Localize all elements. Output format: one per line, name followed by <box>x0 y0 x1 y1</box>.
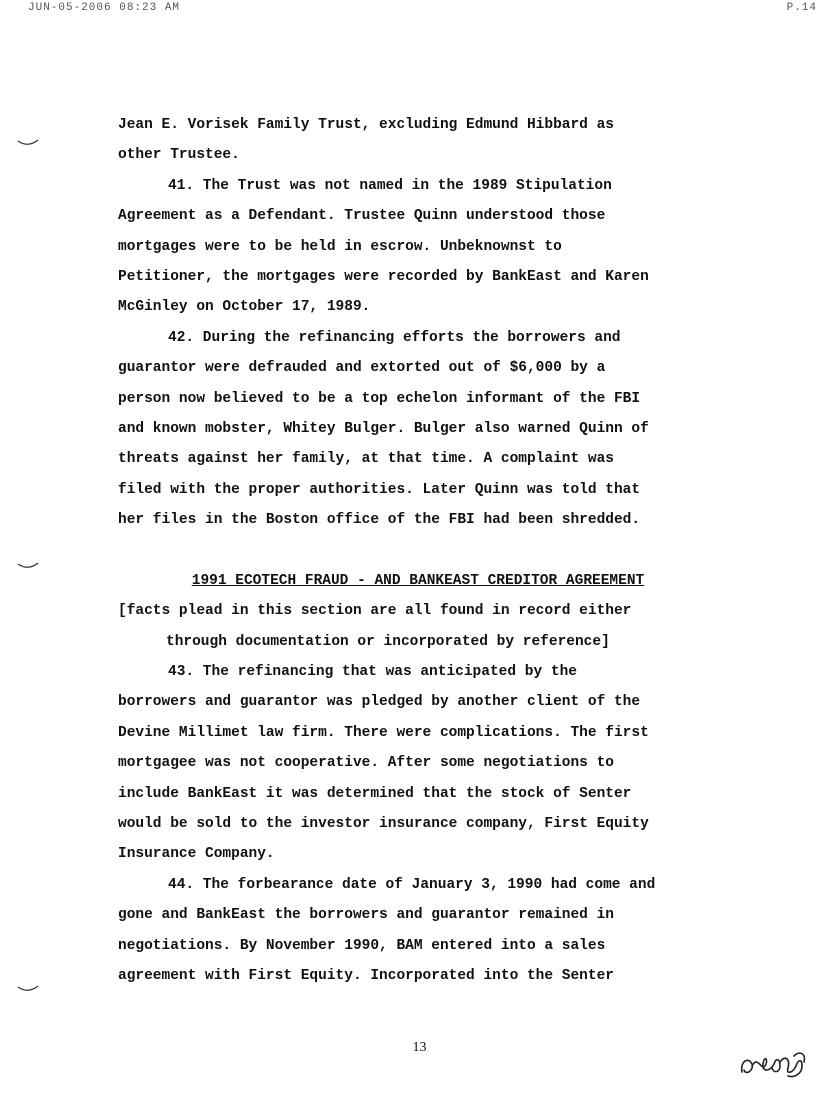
punch-hole-mark-icon <box>16 138 40 148</box>
text-line: mortgages were to be held in escrow. Unbeknownst to <box>118 238 562 255</box>
text-line: Petitioner, the mortgages were recorded by BankEast and Karen <box>118 268 649 285</box>
punch-hole-mark-icon <box>16 984 40 994</box>
fax-header <box>28 2 817 18</box>
text-line: Jean E. Vorisek Family Trust, excluding Edmund Hibbard as <box>118 117 614 133</box>
page-number: 13 <box>412 1040 427 1055</box>
text-line: person now believed to be a top echelon informant of the FBI <box>118 390 641 407</box>
text-line: borrowers and guarantor was pledged by another client of the <box>118 694 641 711</box>
text-line: other Trustee. <box>118 147 240 164</box>
paragraph-43-start: 43. The refinancing that was anticipated by the <box>168 664 577 681</box>
text-line: her files in the Boston office of the FBI had been shredded. <box>118 512 641 529</box>
fax-timestamp: JUN-05-2006 08:23 AM <box>28 2 181 14</box>
text-line: agreement with First Equity. Incorporated into the Senter <box>118 967 614 984</box>
text-line: negotiations. By November 1990, BAM entered into a sales <box>118 937 606 954</box>
section-note: through documentation or incorporated by reference] <box>166 633 610 650</box>
punch-hole-mark-icon <box>16 561 40 571</box>
text-line: Insurance Company. <box>118 846 275 863</box>
section-heading <box>118 566 718 596</box>
text-line: include BankEast it was determined that the stock of Senter <box>118 785 632 802</box>
fax-page-indicator: P.14 <box>786 2 817 14</box>
paragraph-42-start: 42. During the refinancing efforts the borrowers and <box>168 329 621 346</box>
text-line: would be sold to the investor insurance company, First Equity <box>118 815 649 832</box>
text-line: gone and BankEast the borrowers and guarantor remained in <box>118 907 614 924</box>
document-body <box>118 110 718 991</box>
text-line: Agreement as a Defendant. Trustee Quinn understood those <box>118 208 606 225</box>
section-heading-text: 1991 ECOTECH FRAUD - AND BANKEAST CREDITOR AGREEMENT <box>191 572 645 589</box>
text-line: guarantor were defrauded and extorted out of $6,000 by a <box>118 360 606 377</box>
initials-signature-icon <box>736 1044 810 1084</box>
text-line: Devine Millimet law firm. There were complications. The first <box>118 724 649 741</box>
text-line: mortgagee was not cooperative. After some negotiations to <box>118 755 614 772</box>
text-line: McGinley on October 17, 1989. <box>118 299 371 316</box>
section-note: [facts plead in this section are all found in record either <box>118 603 632 620</box>
text-line: and known mobster, Whitey Bulger. Bulger also warned Quinn of <box>118 420 649 437</box>
text-line: threats against her family, at that time. A complaint was <box>118 451 614 468</box>
paragraph-44-start: 44. The forbearance date of January 3, 1990 had come and <box>168 876 656 893</box>
text-line: filed with the proper authorities. Later Quinn was told that <box>118 481 641 498</box>
paragraph-41-start: 41. The Trust was not named in the 1989 Stipulation <box>168 177 612 194</box>
